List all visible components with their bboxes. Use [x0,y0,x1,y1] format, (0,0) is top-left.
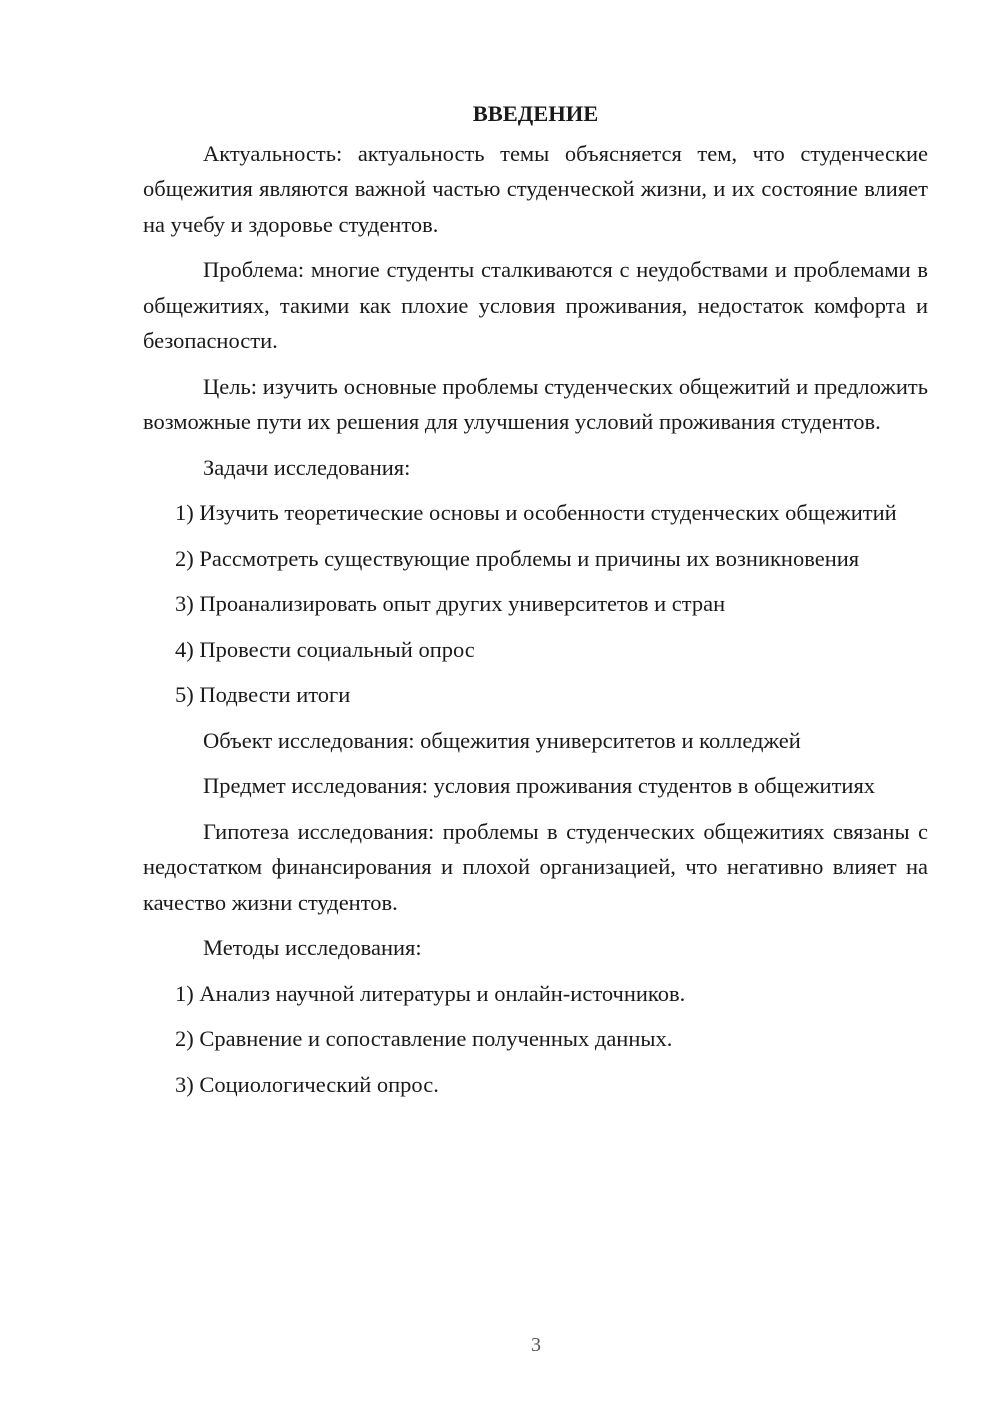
problem-paragraph: Проблема: многие студенты сталкиваются с неудобствами и проблемами в общежитиях, такими как плохие условия проживания, недостаток комфорта и безопасности. [143,257,928,353]
task-item: 4) Провести социальный опрос [175,636,475,662]
page-number: 3 [531,1334,541,1356]
method-item: 2) Сравнение и сопоставление полученных данных. [175,1026,673,1051]
task-item: 2) Рассмотреть существующие проблемы и причины их возникновения [175,545,860,571]
task-item: 5) Подвести итоги [175,682,351,707]
task-item: 1) Изучить теоретические основы и особенности студенческих общежитий [175,500,897,525]
subject-paragraph: Предмет исследования: условия проживания студентов в общежитиях [203,773,876,798]
hypothesis-paragraph: Гипотеза исследования: проблемы в студенческих общежитиях связаны с недостатком финансирования и плохой организацией, что негативно влияет на качество жизни студентов. [143,818,928,915]
page-content [143,96,928,1112]
task-item: 3) Проанализировать опыт других университетов и стран [175,591,726,616]
tasks-heading: Задачи исследования: [203,454,411,480]
method-item: 1) Анализ научной литературы и онлайн-источников. [175,980,686,1006]
relevance-paragraph: Актуальность: актуальность темы объясняется тем, что студенческие общежития являются важной частью студенческой жизни, и их состояние влияет на учебу и здоровье студентов. [143,140,928,237]
method-item: 3) Социологический опрос. [175,1071,439,1097]
goal-paragraph: Цель: изучить основные проблемы студенческих общежитий и предложить возможные пути их решения для улучшения условий проживания студентов. [143,373,928,434]
object-paragraph: Объект исследования: общежития университетов и колледжей [203,727,801,753]
section-title: ВВЕДЕНИЕ [472,101,599,126]
methods-heading: Методы исследования: [203,935,422,960]
